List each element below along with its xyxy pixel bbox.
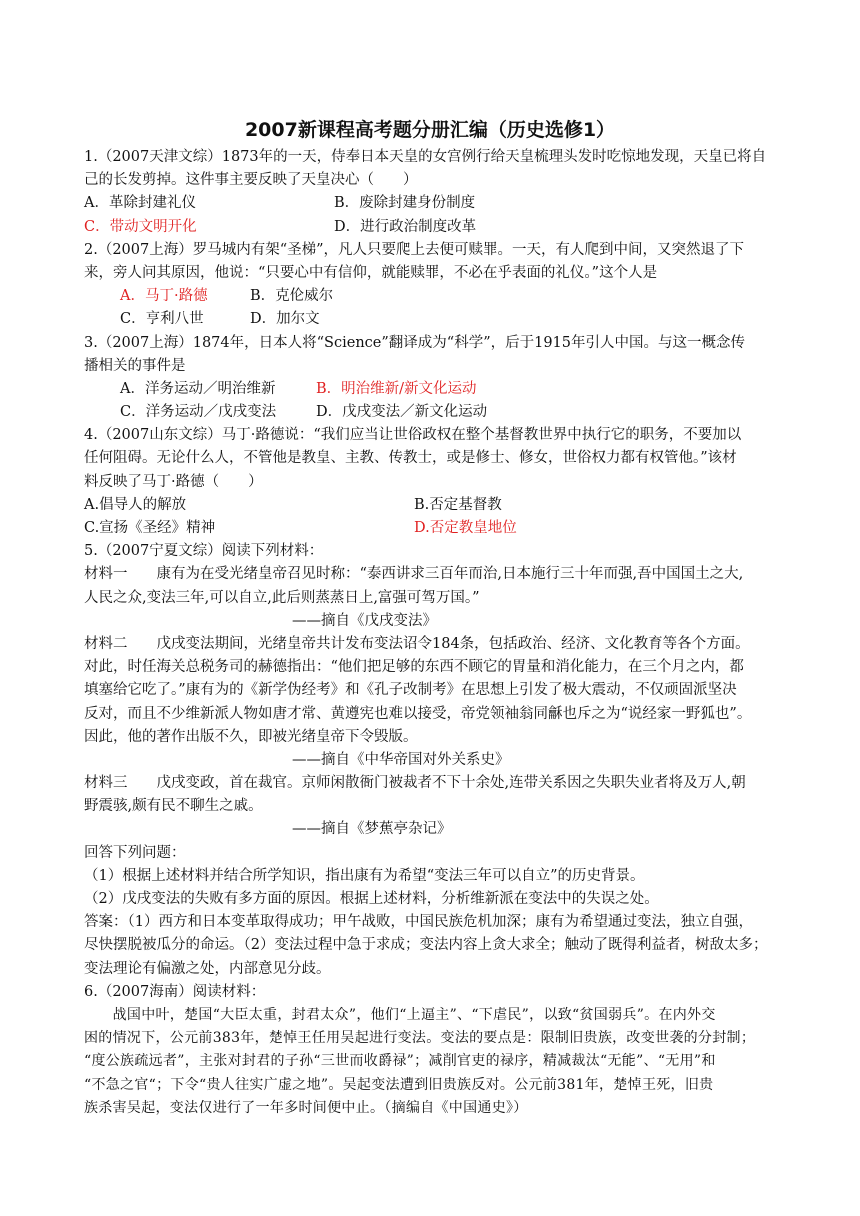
q2-option-d: D．加尔文 [250, 311, 320, 328]
q5-material-1-line-1: 材料一 康有为在受光绪皇帝召见时称：“泰西讲求三百年而治,日本施行三十年而强,吾中国国土之大, [84, 566, 744, 583]
q3-option-c: C．洋务运动／戊戌变法 [120, 404, 277, 421]
q5-material-2-line-4: 反对，而且不少维新派人物如唐才常、黄遵宪也难以接受，帝党领袖翁同龢也斥之为“说经家一野狐也”。 [84, 705, 752, 722]
q6-body-line-4: “不急之官“；下令“贵人往实广虚之地”。吴起变法遭到旧贵族反对。公元前381年，楚悼王死，旧贵 [84, 1076, 714, 1093]
q4-option-c: C.宣扬《圣经》精神 [84, 520, 216, 536]
q1-options-row-1 [84, 192, 782, 215]
q4-option-b: B.否定基督教 [414, 496, 502, 513]
q3-option-d: D．戊戌变法／新文化运动 [316, 404, 488, 421]
q1-option-a: A．革除封建礼仪 [84, 195, 196, 212]
q3-stem-line-1: 3.（2007上海）1874年，日本人将“Science”翻译成为“科学”，后于1915年引人中国。与这一概念传 [84, 334, 746, 351]
q5-material-3-line-1: 材料三 戊戌变政，首在裁官。京师闲散衙门被裁者不下十余处,连带关系因之失职失业者将及万人,朝 [84, 775, 746, 792]
q6-body-line-1: 战国中叶，楚国“大臣太重，封君太众”，他们“上逼主”、“下虐民”，以致“贫国弱兵”。在内外交 [84, 1006, 716, 1023]
q5-material-2-line-5: 因此，他的著作出版不久，即被光绪皇帝下令毁版。 [84, 728, 418, 745]
q5-material-2-line-3: 填塞给它吃了。”康有为的《新学伪经考》和《孔子改制考》在思想上引发了极大震动，不仅顽固派坚决 [84, 682, 737, 699]
q4-options-row-2 [84, 517, 782, 540]
q4-stem-line-1: 4.（2007山东文综）马丁·路德说：“我们应当让世俗政权在整个基督教世界中执行它的职务，不要加以 [84, 427, 742, 444]
document-body [84, 146, 782, 1120]
q6-intro: 6.（2007海南）阅读材料： [84, 983, 266, 1000]
q1-option-c-answer: C．带动文明开化 [84, 218, 197, 235]
q2-options-row-1 [84, 285, 782, 308]
q2-stem-line-2: 来，旁人问其原因，他说：“只要心中有信仰，就能赎罪，不必在乎表面的礼仪。”这个人是 [84, 264, 658, 281]
q3-options-row-2 [84, 401, 782, 424]
q5-answer-line-2: 尽快摆脱被瓜分的命运。（2）变法过程中急于求成；变法内容上贪大求全；触动了既得利益者，树敌太多； [84, 937, 768, 954]
q2-option-a-answer: A．马丁·路德 [120, 288, 208, 305]
q1-stem-line-1: 1.（2007天津文综）1873年的一天，侍奉日本天皇的女宫例行给天皇梳理头发时吃惊地发现，天皇已将自 [84, 149, 767, 165]
q5-material-2-line-1: 材料二 戊戌变法期间，光绪皇帝共计发布变法诏令184条，包括政治、经济、文化教育等各个方面。 [84, 635, 750, 652]
q6-body-line-5: 族杀害吴起，变法仅进行了一年多时间便中止。（摘编自《中国通史》） [84, 1099, 528, 1116]
q2-option-c: C．亨利八世 [120, 311, 204, 328]
q4-stem-line-2: 任何阻碍。无论什么人，不管他是教皇、主教、传教士，或是修士、修女，世俗权力都有权管他。”该材 [84, 450, 737, 467]
q5-ask-2: （2）戊戌变法的失败有多方面的原因。根据上述材料，分析维新派在变法中的失误之处。 [84, 891, 659, 907]
q4-stem-line-3: 料反映了马丁·路德（ ） [84, 473, 263, 490]
document-title: 2007新课程高考题分册汇编（历史选修1） [244, 119, 616, 141]
q2-options-row-2 [84, 308, 782, 331]
q5-material-3-source: ——摘自《梦蕉亭杂记》 [292, 821, 452, 838]
q5-material-1-line-2: 人民之众,变法三年,可以自立,此后则蒸蒸日上,富强可驾万国。” [84, 589, 480, 606]
q1-option-d: D．进行政治制度改革 [334, 218, 477, 235]
q5-answer-line-3: 变法理论有偏激之处，内部意见分歧。 [84, 960, 331, 977]
q5-material-3-line-2: 野震骇,颇有民不聊生之戚。 [84, 798, 263, 815]
q1-option-b: B．废除封建身份制度 [334, 195, 476, 212]
q5-intro: 5.（2007宁夏文综）阅读下列材料： [84, 543, 324, 560]
q1-options-row-2 [84, 216, 782, 239]
q4-options-row-1 [84, 494, 782, 517]
q6-body-line-3: “度公族疏远者”，主张对封君的子孙“三世而收爵禄”；减削官吏的禄序，精减裁汰“无能”、“无用”和 [84, 1053, 716, 1070]
q5-material-2-line-2: 对此，时任海关总税务司的赫德指出：“他们把足够的东西不顾它的胃量和消化能力，在三个月之内，都 [84, 659, 744, 676]
q5-ask: 回答下列问题： [84, 844, 186, 861]
q5-ask-1: （1）根据上述材料并结合所学知识，指出康有为希望“变法三年可以自立”的历史背景。 [84, 867, 645, 884]
q1-stem-line-2: 己的长发剪掉。这件事主要反映了天皇决心（ ） [84, 172, 418, 189]
q2-option-b: B．克伦威尔 [250, 288, 334, 305]
q5-answer-line-1: 答案：（1）西方和日本变革取得成功；甲午战败，中国民族危机加深；康有为希望通过变法，独立自强， [84, 914, 753, 931]
q4-option-d-answer: D.否定教皇地位 [414, 520, 517, 536]
q3-options-row-1 [84, 378, 782, 401]
q4-option-a: A.倡导人的解放 [84, 496, 187, 513]
q3-option-b-answer: B．明治维新/新文化运动 [316, 380, 477, 397]
q5-material-2-source: ——摘自《中华帝国对外关系史》 [292, 751, 510, 768]
q3-option-a: A．洋务运动／明治维新 [120, 380, 276, 397]
q2-stem-line-1: 2.（2007上海）罗马城内有架“圣梯”，凡人只要爬上去便可赎罪。一天，有人爬到中间，又突然退了下 [84, 241, 745, 258]
q3-stem-line-2: 播相关的事件是 [84, 357, 186, 374]
q6-body-line-2: 困的情况下，公元前383年，楚悼王任用吴起进行变法。变法的要点是：限制旧贵族，改变世袭的分封制； [84, 1030, 756, 1047]
q5-material-1-source: ——摘自《戊戌变法》 [292, 612, 437, 629]
